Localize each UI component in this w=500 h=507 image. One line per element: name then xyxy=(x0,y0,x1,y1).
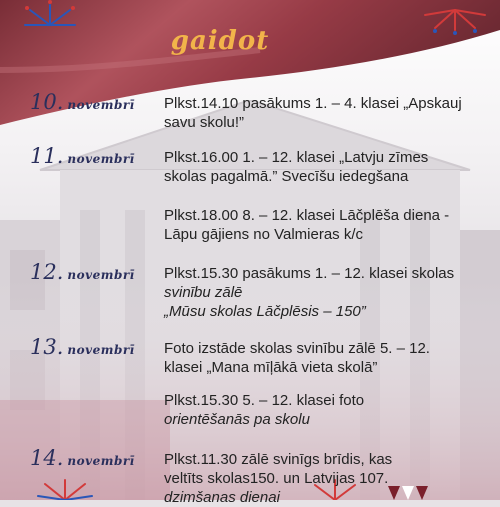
event-text-line: svinību zālē xyxy=(164,284,243,301)
event-date-month: novembrī xyxy=(67,98,135,112)
event-text-line: Plkst.11.30 zālē svinīgs brīdis, kas xyxy=(164,451,393,468)
event-text-line: Plkst.15.30 5. – 12. klasei foto xyxy=(164,392,365,409)
event-text-line: dzimšanas dienai xyxy=(164,489,280,506)
event-date-number: 10. xyxy=(30,90,64,114)
event-date-month: novembrī xyxy=(67,268,135,282)
event-text-line: „Mūsu skolas Lāčplēsis – 150” xyxy=(164,303,366,320)
event-text-line: Plkst.14.10 pasākums 1. – 4. klasei „Apskauj xyxy=(164,95,462,112)
event-date xyxy=(30,144,135,168)
event-date xyxy=(30,260,135,284)
event-date-month: novembrī xyxy=(67,343,135,357)
event-text-line: orientēšanās pa skolu xyxy=(164,411,310,428)
event-text-line: Plkst.18.00 8. – 12. klasei Lāčplēša diena - xyxy=(164,207,450,224)
event-text-line: savu skolu!” xyxy=(164,114,245,131)
event-description xyxy=(164,206,494,244)
event-text-line: veltīts skolas150. un Latvijas 107. xyxy=(164,470,389,487)
event-date-number: 14. xyxy=(30,446,64,470)
firework-icon xyxy=(10,0,90,50)
event-text-line: Plkst.15.30 pasākums 1. – 12. klasei skolas xyxy=(164,265,455,282)
event-date-month: novembrī xyxy=(67,152,135,166)
event-date-number: 12. xyxy=(30,260,64,284)
flag-bunting-icon xyxy=(388,486,448,500)
firework-icon xyxy=(410,0,500,35)
event-description xyxy=(164,339,494,377)
event-date xyxy=(30,90,135,114)
event-description xyxy=(164,264,494,321)
event-description xyxy=(164,148,494,186)
event-text-line: skolas pagalmā.” Svecīšu iedegšana xyxy=(164,168,409,185)
event-date-number: 11. xyxy=(30,144,64,168)
event-text-line: Plkst.16.00 1. – 12. klasei „Latvju zīmes xyxy=(164,149,429,166)
page-title: gaidot xyxy=(170,26,270,56)
event-date-month: novembrī xyxy=(67,454,135,468)
event-date-number: 13. xyxy=(30,335,64,359)
event-text-line: Foto izstāde skolas svinību zālē 5. – 12. xyxy=(164,340,430,357)
event-description xyxy=(164,94,494,132)
event-text-line: Lāpu gājiens no Valmieras k/c xyxy=(164,226,363,243)
event-description xyxy=(164,391,494,429)
event-text-line: klasei „Mana mīļākā vieta skolā” xyxy=(164,359,378,376)
event-date xyxy=(30,335,135,359)
event-date xyxy=(30,446,135,470)
